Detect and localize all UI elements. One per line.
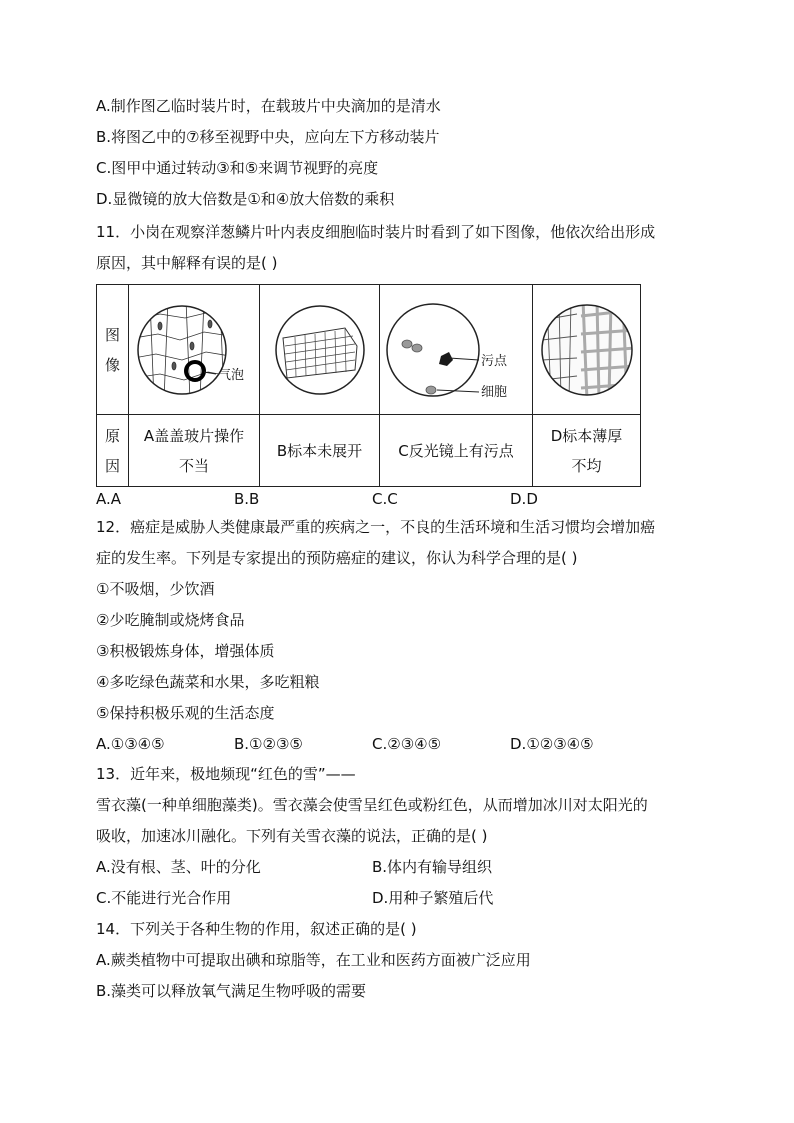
label-stain: 污点 xyxy=(481,353,508,369)
q13-stem-line2: 雪衣藻(一种单细胞藻类)。雪衣藻会使雪呈红色或粉红色，从而增加冰川对太阳光的 xyxy=(96,796,648,814)
label-cell: 细胞 xyxy=(481,384,508,400)
q13-stem-line3: 吸收，加速冰川融化。下列有关雪衣藻的说法，正确的是( ) xyxy=(96,827,488,845)
q11-option-d: D.D xyxy=(510,490,538,508)
q13-option-d: D.用种子繁殖后代 xyxy=(372,889,494,907)
q11-option-b: B.B xyxy=(234,490,260,508)
figure-c-stain xyxy=(380,285,533,415)
q13-option-c: C.不能进行光合作用 xyxy=(96,889,232,907)
q13-option-b: B.体内有输导组织 xyxy=(372,858,493,876)
cause-b: B标本未展开 xyxy=(260,415,380,487)
q12-item-1: ①不吸烟，少饮酒 xyxy=(96,580,215,598)
q12-option-b: B.①②③⑤ xyxy=(234,735,303,753)
q14-option-a: A.蕨类植物中可提取出碘和琼脂等，在工业和医药方面被广泛应用 xyxy=(96,951,531,969)
q14-stem: 14．下列关于各种生物的作用，叙述正确的是( ) xyxy=(96,920,417,938)
q12-option-a: A.①③④⑤ xyxy=(96,735,165,753)
q12-item-4: ④多吃绿色蔬菜和水果，多吃粗粮 xyxy=(96,673,320,691)
q13-stem-line1: 13．近年来，极地频现“红色的雪”—— xyxy=(96,765,356,783)
cause-c: C反光镜上有污点 xyxy=(380,415,533,487)
figure-a-bubble xyxy=(129,285,260,415)
q12-item-3: ③积极锻炼身体，增强体质 xyxy=(96,642,275,660)
q12-option-d: D.①②③④⑤ xyxy=(510,735,594,753)
row-header-image: 图像 xyxy=(97,285,129,415)
label-bubble: 气泡 xyxy=(218,367,245,383)
cause-d: D标本薄厚不均 xyxy=(533,415,641,487)
q11-stem-line2: 原因，其中解释有误的是( ) xyxy=(96,254,278,272)
q12-stem-line2: 症的发生率。下列是专家提出的预防癌症的建议，你认为科学合理的是( ) xyxy=(96,549,578,567)
q10-option-b: B.将图乙中的⑦移至视野中央，应向左下方移动装片 xyxy=(96,128,440,146)
q12-item-2: ②少吃腌制或烧烤食品 xyxy=(96,611,245,629)
figure-b-folded xyxy=(260,285,380,415)
q11-option-c: C.C xyxy=(372,490,398,508)
row-header-cause: 原因 xyxy=(97,415,129,487)
q12-stem-line1: 12．癌症是威胁人类健康最严重的疾病之一，不良的生活环境和生活习惯均会增加癌 xyxy=(96,518,656,536)
q10-option-c: C.图甲中通过转动③和⑤来调节视野的亮度 xyxy=(96,159,379,177)
q13-option-a: A.没有根、茎、叶的分化 xyxy=(96,858,261,876)
cause-a: A盖盖玻片操作不当 xyxy=(129,415,260,487)
q10-option-a: A.制作图乙临时装片时，在载玻片中央滴加的是清水 xyxy=(96,97,441,115)
q14-option-b: B.藻类可以释放氧气满足生物呼吸的需要 xyxy=(96,982,367,1000)
q12-option-c: C.②③④⑤ xyxy=(372,735,442,753)
figure-d-uneven xyxy=(533,285,641,415)
q10-option-d: D.显微镜的放大倍数是①和④放大倍数的乘积 xyxy=(96,190,395,208)
q12-item-5: ⑤保持积极乐观的生活态度 xyxy=(96,704,275,722)
q11-option-a: A.A xyxy=(96,490,122,508)
q11-stem-line1: 11．小岗在观察洋葱鳞片叶内表皮细胞临时装片时看到了如下图像，他依次给出形成 xyxy=(96,223,656,241)
q11-figure-table xyxy=(96,284,641,487)
